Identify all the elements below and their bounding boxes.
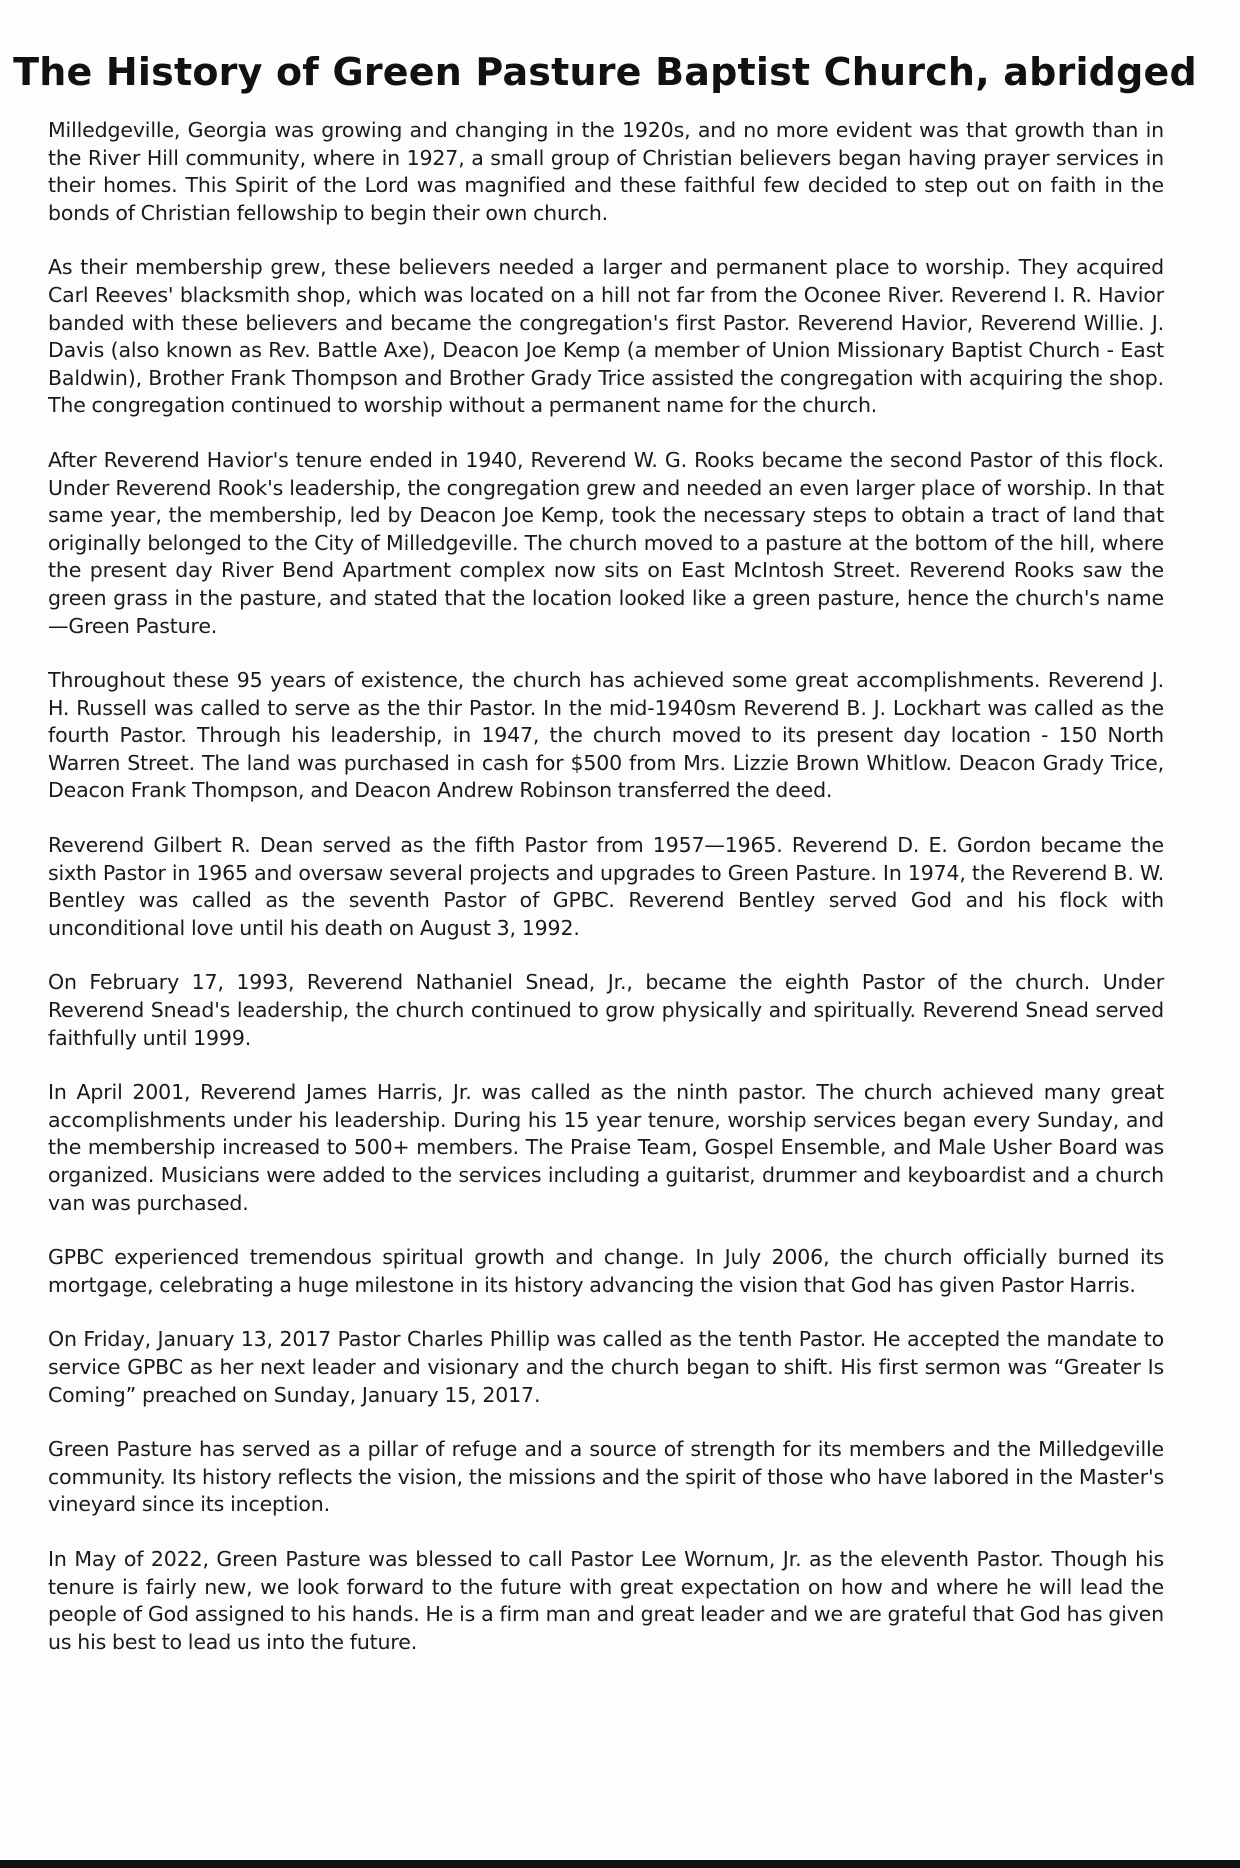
paragraph-accomplishments: Throughout these 95 years of existence, the church has achieved some great accomplishments. Reverend J. H. Russell was called to serve as the thir Pastor. In the mid-1940sm Reverend B. J. Lockhart was called as the fourth Pastor. Through his leadership, in 1947, the church moved to its present day location - 150 North Warren Street. The land was purchased in cash for $500 from Mrs. Lizzie Brown Whitlow. Deacon Grady Trice, Deacon Frank Thompson, and Deacon Andrew Robinson transferred the deed. (48, 668, 1164, 803)
paragraph-pillar: Green Pasture has served as a pillar of refuge and a source of strength for its members and the Milledgeville community. Its history reflects the vision, the missions and the spirit of those who have labored in the Master's vineyard since its inception. (48, 1437, 1164, 1517)
paragraph-mortgage: GPBC experienced tremendous spiritual growth and change. In July 2006, the church officially burned its mortgage, celebrating a huge milestone in its history advancing the vision that God has given Pastor Harris. (48, 1245, 1164, 1297)
bottom-border (0, 1860, 1240, 1868)
paragraph-blacksmith-shop: As their membership grew, these believers needed a larger and permanent place to worship. They acquired Carl Reeves' blacksmith shop, which was located on a hill not far from the Oconee River. Reverend I. R. Havior banded with these believers and became the congregation's first Pastor. Reverend Havior, Reverend Willie. J. Davis (also known as Rev. Battle Axe), Deacon Joe Kemp (a member of Union Missionary Baptist Church - East Baldwin), Brother Frank Thompson and Brother Grady Trice assisted the congregation with acquiring the shop. The congregation continued to worship without a permanent name for the church. (48, 255, 1164, 418)
paragraph-pastor-wornum: In May of 2022, Green Pasture was blessed to call Pastor Lee Wornum, Jr. as the eleventh Pastor. Though his tenure is fairly new, we look forward to the future with great expectation on how and where he will lead the people of God assigned to his hands. He is a firm man and great leader and we are grateful that God has given us his best to lead us into the future. (48, 1546, 1164, 1654)
paragraph-pastor-phillip: On Friday, January 13, 2017 Pastor Charles Phillip was called as the tenth Pastor. He accepted the mandate to service GPBC as her next leader and visionary and the church began to shift. His first sermon was “Greater Is Coming” preached on Sunday, January 15, 2017. (48, 1327, 1164, 1407)
paragraph-pastors-1957-1992: Reverend Gilbert R. Dean served as the fifth Pastor from 1957—1965. Reverend D. E. Gordon became the sixth Pastor in 1965 and oversaw several projects and upgrades to Green Pasture. In 1974, the Reverend B. W. Bentley was called as the seventh Pastor of GPBC. Reverend Bentley served God and his flock with unconditional love until his death on August 3, 1992. (48, 833, 1164, 940)
paragraph-naming: After Reverend Havior's tenure ended in 1940, Reverend W. G. Rooks became the second Pastor of this flock. Under Reverend Rook's leadership, the congregation grew and needed an even larger place of worship. In that same year, the membership, led by Deacon Joe Kemp, took the necessary steps to obtain a tract of land that originally belonged to the City of Milledgeville. The church moved to a pasture at the bottom of the hill, where the present day River Bend Apartment complex now sits on East McIntosh Street. Reverend Rooks saw the green grass in the pasture, and stated that the location looked like a green pasture, hence the church's name—Green Pasture. (48, 447, 1164, 638)
paragraph-pastor-harris: In April 2001, Reverend James Harris, Jr. was called as the ninth pastor. The church achieved many great accomplishments under his leadership. During his 15 year tenure, worship services began every Sunday, and the membership increased to 500+ members. The Praise Team, Gospel Ensemble, and Male Usher Board was organized. Musicians were added to the services including a guitarist, drummer and keyboardist and a church van was purchased. (48, 1080, 1164, 1215)
document-title: The History of Green Pasture Baptist Church, abridged (13, 50, 1197, 94)
paragraph-origins: Milledgeville, Georgia was growing and changing in the 1920s, and no more evident was that growth than in the River Hill community, where in 1927, a small group of Christian believers began having prayer services in their homes. This Spirit of the Lord was magnified and these faithful few decided to step out on faith in the bonds of Christian fellowship to begin their own church. (48, 118, 1164, 225)
paragraph-pastor-snead: On February 17, 1993, Reverend Nathaniel Snead, Jr., became the eighth Pastor of the church. Under Reverend Snead's leadership, the church continued to grow physically and spiritually. Reverend Snead served faithfully until 1999. (48, 970, 1164, 1050)
document-body (48, 117, 1164, 1683)
